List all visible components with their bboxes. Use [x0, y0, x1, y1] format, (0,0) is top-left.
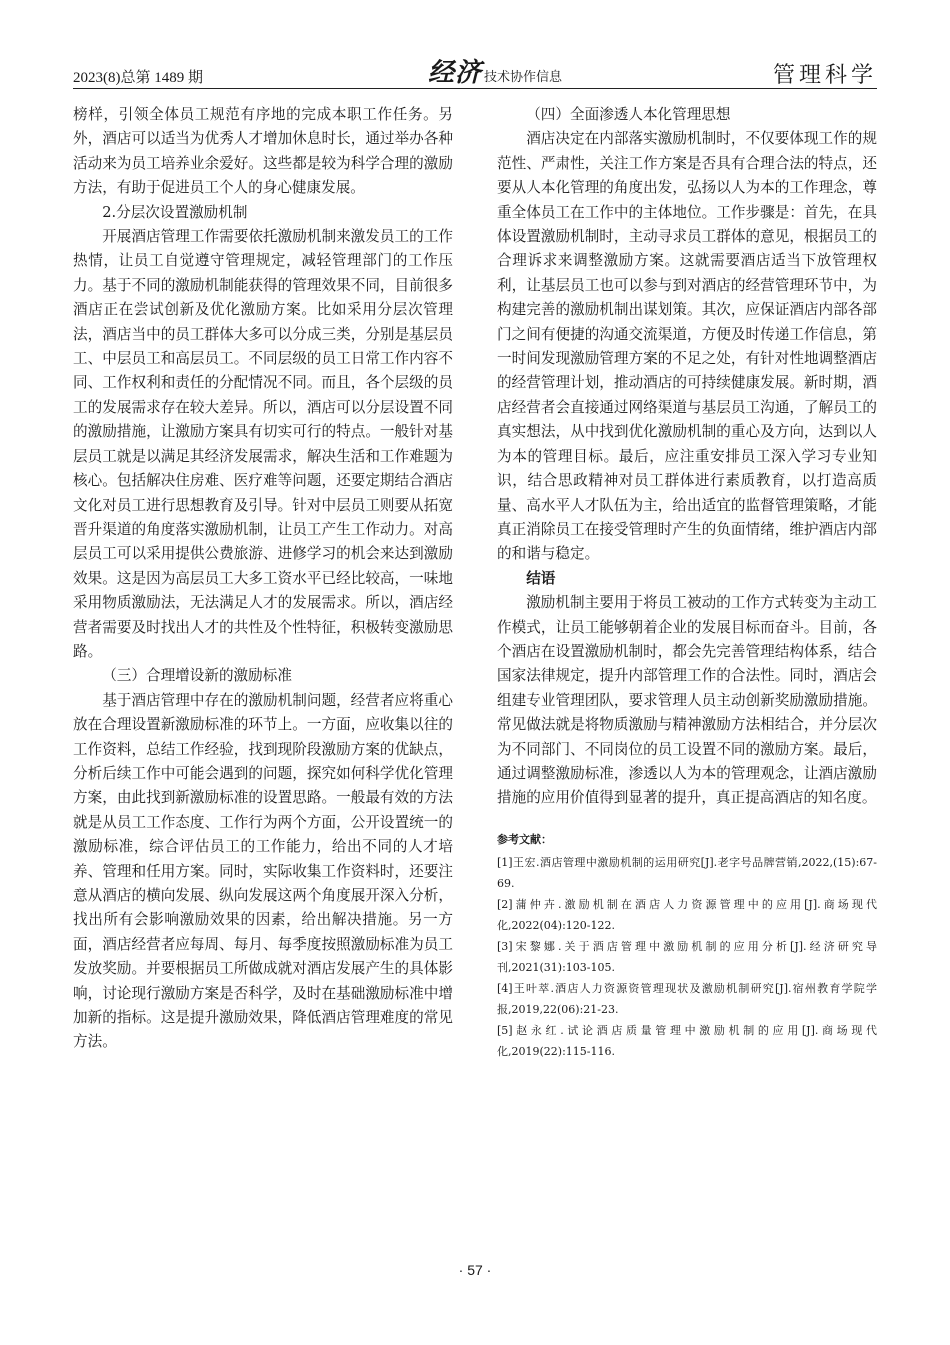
- subheading: 2.分层次设置激励机制: [102, 203, 248, 221]
- logo-subtitle: 技术协作信息: [484, 70, 563, 85]
- references: [497, 829, 877, 1062]
- issue-info: 2023(8)总第 1489 期: [73, 70, 203, 86]
- logo-mark: 经济: [428, 58, 483, 88]
- left-column: [73, 103, 453, 1055]
- paragraph: 榜样，引领全体员工规范有序地的完成本职工作任务。另外，酒店可以适当为优秀人才增加休息时长，通过举办各种活动来为员工培养业余爱好。这些都是较为科学合理的激励方法，有助于促进员工个人的身心健康发展。: [73, 106, 453, 197]
- page-header: [73, 52, 877, 92]
- page-number: · 57 ·: [458, 1262, 492, 1278]
- reference-item: [3]宋黎娜.关于酒店管理中激励机制的应用分析[J].经济研究导刊,2021(31):103-105.: [497, 939, 877, 974]
- right-column: [497, 103, 877, 1062]
- section-title: 管理科学: [772, 63, 877, 88]
- reference-item: [2]蒲仲卉.激励机制在酒店人力资源管理中的应用[J].商场现代化,2022(04):120-122.: [497, 897, 877, 932]
- reference-item: [1]王宏.酒店管理中激励机制的运用研究[J].老字号品牌营销,2022,(15):67-69.: [497, 855, 877, 890]
- paragraph: 基于酒店管理中存在的激励机制问题，经营者应将重心放在合理设置新激励标准的环节上。一方面，应收集以往的工作资料，总结工作经验，找到现阶段激励方案的优缺点，分析后续工作中可能会遇到的问题，探究如何科学优化管理方案，由此找到新激励标准的设置思路。一般最有效的方法就是从员工工作态度、工作行为两个方面，公开设置统一的激励标准，综合评估员工的工作能力，给出不同的人才培养、管理和任用方案。同时，实际收集工作资料时，还要注意从酒店的横向发展、纵向发展这两个角度展开深入分析，找出所有会影响激励效果的因素，给出解决措施。另一方面，酒店经营者应每周、每月、每季度按照激励标准为员工发放奖励。并要根据员工所做成就对酒店发展产生的具体影响，讨论现行激励方案是否科学，及时在基础激励标准中增加新的指标。这是提升激励效果，降低酒店管理难度的常见方法。: [73, 691, 453, 1051]
- subheading: （四）全面渗透人本化管理思想: [526, 106, 731, 123]
- header-rule: [73, 88, 877, 89]
- subheading: （三）合理增设新的激励标准: [102, 667, 292, 685]
- references-title: 参考文献：: [497, 832, 552, 846]
- reference-item: [5]赵永红.试论酒店质量管理中激励机制的应用[J].商场现代化,2019(22):115-116.: [497, 1023, 877, 1058]
- journal-logo: [428, 52, 562, 89]
- paragraph: 酒店决定在内部落实激励机制时，不仅要体现工作的规范性、严肃性，关注工作方案是否具有合理合法的特点，还要从人本化管理的角度出发，弘扬以人为本的工作理念，尊重全体员工在工作中的主体地位。工作步骤是：首先，在具体设置激励机制时，主动寻求员工群体的意见，根据员工的合理诉求来调整激励方案。这就需要酒店适当下放管理权利，让基层员工也可以参与到对酒店的经营管理环节中，为构建完善的激励机制出谋划策。其次，应保证酒店内部各部门之间有便捷的沟通交流渠道，方便及时传递工作信息，第一时间发现激励管理方案的不足之处，有针对性地调整酒店的经营管理计划，推动酒店的可持续健康发展。新时期，酒店经营者会直接通过网络渠道与基层员工沟通，了解员工的真实想法，从中找到优化激励机制的重心及方向，达到以人为本的管理目标。最后，应注重安排员工深入学习专业知识，结合思政精神对员工群体进行素质教育，以打造高质量、高水平人才队伍为主，给出适宜的监督管理策略，才能真正消除员工在接受管理时产生的负面情绪，维护酒店内部的和谐与稳定。: [497, 130, 877, 563]
- paragraph: 激励机制主要用于将员工被动的工作方式转变为主动工作模式，让员工能够朝着企业的发展目标而奋斗。目前，各个酒店在设置激励机制时，都会先完善管理结构体系，结合国家法律规定，提升内部管理工作的合法性。同时，酒店会组建专业管理团队，要求管理人员主动创新奖励激励措施。常见做法就是将物质激励与精神激励方法相结合，并分层次为不同部门、不同岗位的员工设置不同的激励方案。最后，通过调整激励标准，渗透以人为本的管理观念，让酒店激励措施的应用价值得到显著的提升，真正提高酒店的知名度。: [497, 594, 877, 807]
- section-heading: 结语: [526, 569, 556, 587]
- paragraph: 开展酒店管理工作需要依托激励机制来激发员工的工作热情，让员工自觉遵守管理规定，减轻管理部门的工作压力。基于不同的激励机制能获得的管理效果不同，目前很多酒店正在尝试创新及优化激励方案。比如采用分层次管理法，酒店当中的员工群体大多可以分成三类，分别是基层员工、中层员工和高层员工。不同层级的员工日常工作内容不同、工作权利和责任的分配情况不同。而且，各个层级的员工的发展需求存在较大差异。所以，酒店可以分层设置不同的激励措施，让激励方案具有切实可行的特点。一般针对基层员工就是以满足其经济发展需求，解决生活和工作难题为核心。包括解决住房难、医疗难等问题，还要定期结合酒店文化对员工进行思想教育及引导。针对中层员工则要从拓宽晋升渠道的角度落实激励机制，让员工产生工作动力。对高层员工可以采用提供公费旅游、进修学习的机会来达到激励效果。这是因为高层员工大多工资水平已经比较高，一味地采用物质激励法，无法满足人才的发展需求。所以，酒店经营者需要及时找出人才的共性及个性特征，积极转变激励思路。: [73, 228, 453, 660]
- reference-item: [4]王叶萃.酒店人力资源资管理现状及激励机制研究[J].宿州教育学院学报,2019,22(06):21-23.: [497, 981, 877, 1016]
